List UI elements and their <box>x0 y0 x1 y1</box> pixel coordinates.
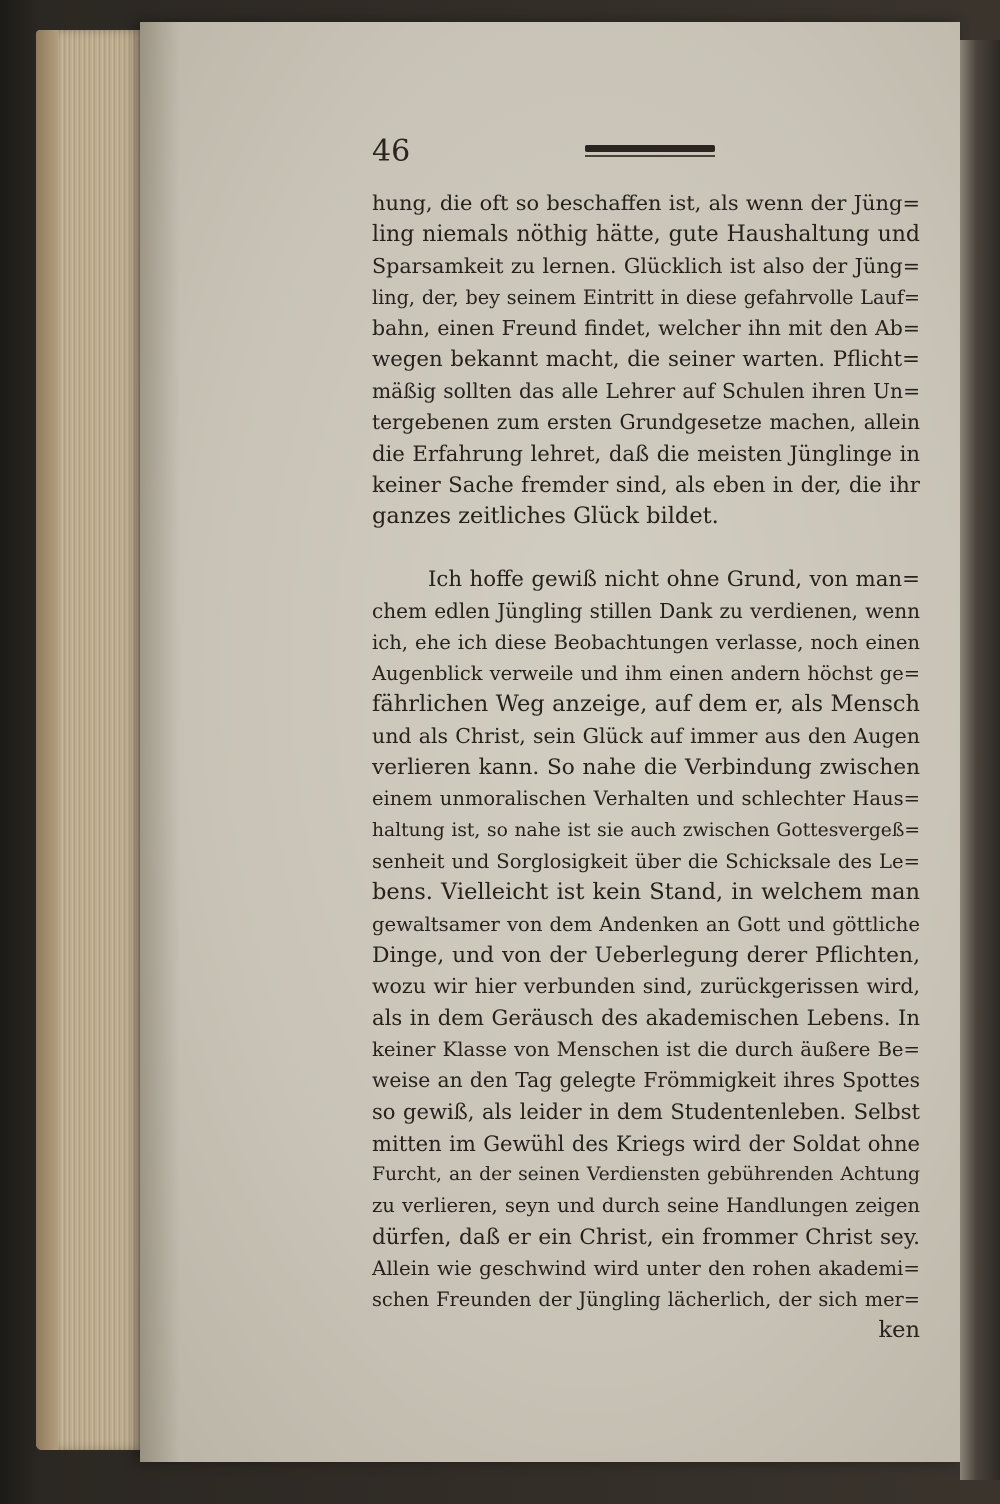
header-rule <box>585 145 715 152</box>
text-line: mäßig sollten das alle Lehrer auf Schulen ihren Un= <box>372 378 920 403</box>
text-line: und als Christ, sein Glück auf immer aus den Augen <box>372 723 920 748</box>
text-line: schen Freunden der Jüngling lächerlich, der sich mer= <box>372 1288 920 1312</box>
body-text <box>372 188 920 1347</box>
text-line: hung, die oft so beschaffen ist, als wenn der Jüng= <box>372 191 920 215</box>
text-line: bahn, einen Freund findet, welcher ihn mit den Ab= <box>372 316 920 341</box>
text-line: keiner Sache fremder sind, als eben in der, die ihr <box>372 472 920 498</box>
text-line: Augenblick verweile und ihm einen andern höchst ge= <box>372 662 920 686</box>
text-line: mitten im Gewühl des Kriegs wird der Soldat ohne <box>372 1130 920 1156</box>
text-line: die Erfahrung lehret, daß die meisten Jünglinge in <box>372 441 920 467</box>
text-line: senheit und Sorglosigkeit über die Schicksale des Le= <box>372 849 920 873</box>
text-line: chem edlen Jüngling stillen Dank zu verdienen, wenn <box>372 598 920 623</box>
text-line: fährlichen Weg anzeige, auf dem er, als Mensch <box>372 691 920 718</box>
text-line: Dinge, und von der Ueberlegung derer Pflichten, <box>372 942 920 968</box>
paragraph-gap <box>372 532 920 564</box>
text-line: ling niemals nöthig hätte, gute Haushaltung und <box>372 222 920 248</box>
text-line: gewaltsamer von dem Andenken an Gott und göttliche <box>372 912 920 936</box>
text-line: einem unmoralischen Verhalten und schlechter Haus= <box>372 787 920 811</box>
right-gutter <box>960 40 1000 1480</box>
text-line: weise an den Tag gelegte Frömmigkeit ihres Spottes <box>372 1068 920 1093</box>
text-line: Allein wie geschwind wird unter den rohen akademi= <box>372 1256 920 1280</box>
text-line: wozu wir hier verbunden sind, zurückgerissen wird, <box>372 974 920 999</box>
text-line: als in dem Geräusch des akademischen Lebens. In <box>372 1005 920 1031</box>
text-line: zu verlieren, seyn und durch seine Handlungen zeigen <box>372 1194 920 1218</box>
text-line: keiner Klasse von Menschen ist die durch äußere Be= <box>372 1037 920 1061</box>
text-line: ich, ehe ich diese Beobachtungen verlasse, noch einen <box>372 630 920 654</box>
text-line: ling, der, bey seinem Eintritt in diese gefahrvolle Lauf= <box>372 285 920 309</box>
text-line: dürfen, daß er ein Christ, ein frommer Christ sey. <box>372 1224 920 1250</box>
text-line: bens. Vielleicht ist kein Stand, in welchem man <box>372 879 920 906</box>
text-line: verlieren kann. So nahe die Verbindung zwischen <box>372 755 920 781</box>
text-line: Furcht, an der seinen Verdiensten gebührenden Achtung <box>372 1163 920 1185</box>
text-line: ganzes zeitliches Glück bildet. <box>372 502 719 529</box>
page-edges <box>36 30 146 1450</box>
text-line: Ich hoffe gewiß nicht ohne Grund, von man= <box>428 567 920 593</box>
catchword: ken <box>878 1317 920 1344</box>
page-number: 46 <box>372 134 411 169</box>
text-line: tergebenen zum ersten Grundgesetze machen, allein <box>372 410 920 435</box>
text-line: haltung ist, so nahe ist sie auch zwischen Gottesvergeß= <box>372 819 920 841</box>
text-line: Sparsamkeit zu lernen. Glücklich ist also der Jüng= <box>372 253 920 278</box>
text-line: so gewiß, als leider in dem Studentenleben. Selbst <box>372 1099 920 1125</box>
text-line: wegen bekannt macht, die seiner warten. Pflicht= <box>372 347 920 373</box>
